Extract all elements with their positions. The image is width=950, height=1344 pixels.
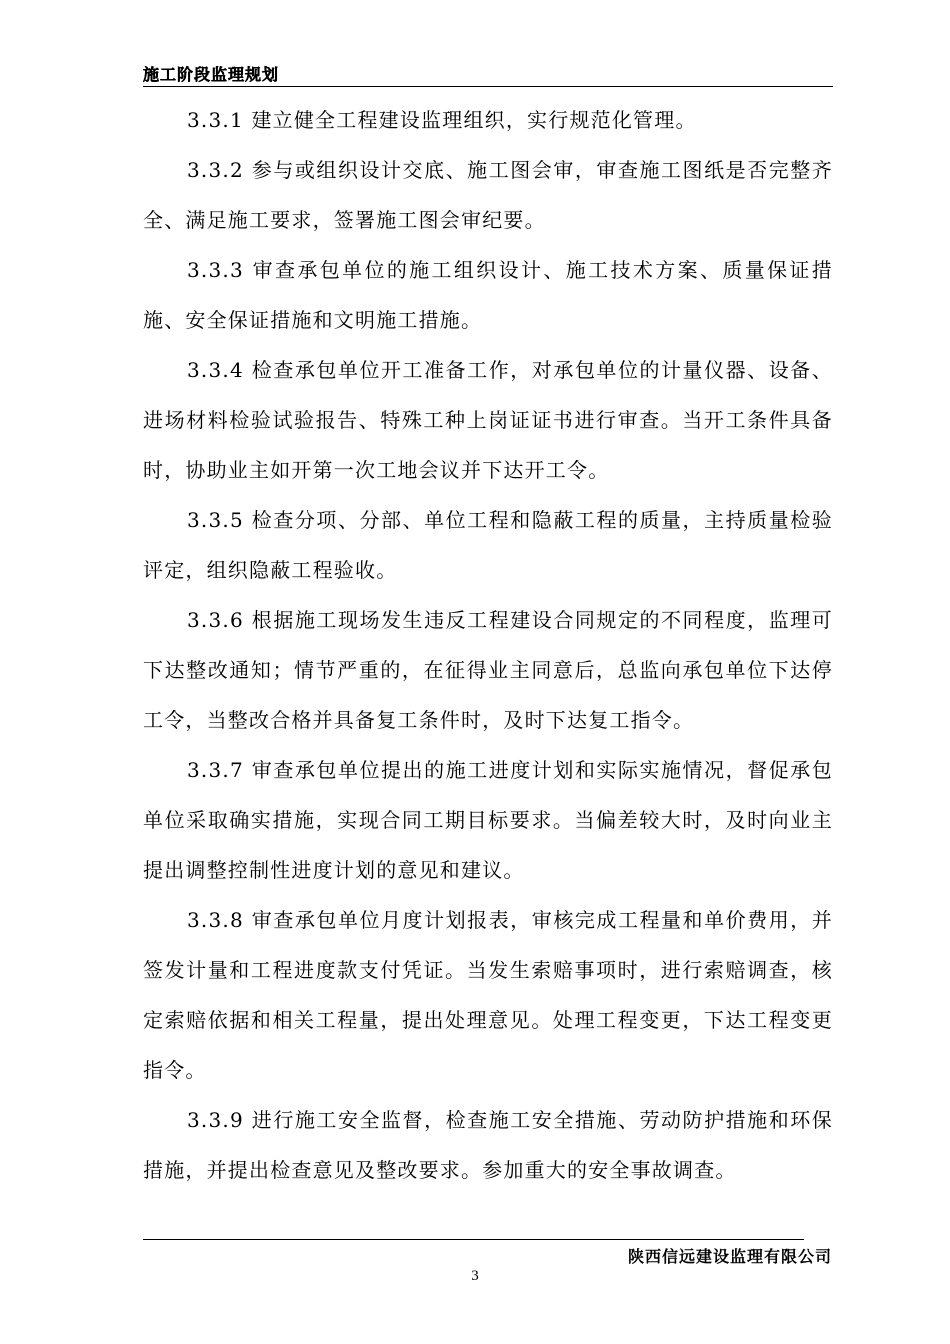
document-body bbox=[143, 95, 833, 1195]
paragraph-3-3-3: 3.3.3 审查承包单位的施工组织设计、施工技术方案、质量保证措施、安全保证措施和文明施工措施。 bbox=[143, 258, 833, 332]
paragraph-3-3-6: 3.3.6 根据施工现场发生违反工程建设合同规定的不同程度，监理可下达整改通知；情节严重的，在征得业主同意后，总监向承包单位下达停工令，当整改合格并具备复工条件时，及时下达复工指令。 bbox=[143, 608, 833, 732]
footer-divider bbox=[143, 1239, 804, 1240]
paragraph-3-3-2: 3.3.2 参与或组织设计交底、施工图会审，审查施工图纸是否完整齐全、满足施工要求，签署施工图会审纪要。 bbox=[143, 158, 833, 232]
paragraph-3-3-7: 3.3.7 审查承包单位提出的施工进度计划和实际实施情况，督促承包单位采取确实措施，实现合同工期目标要求。当偏差较大时，及时向业主提出调整控制性进度计划的意见和建议。 bbox=[143, 758, 833, 882]
page-number: 3 bbox=[471, 1268, 479, 1284]
footer-company-name: 陕西信远建设监理有限公司 bbox=[627, 1247, 832, 1266]
page-header-title: 施工阶段监理规划 bbox=[143, 65, 280, 84]
paragraph-3-3-1: 3.3.1 建立健全工程建设监理组织，实行规范化管理。 bbox=[187, 108, 697, 132]
paragraph-3-3-9: 3.3.9 进行施工安全监督，检查施工安全措施、劳动防护措施和环保措施，并提出检查意见及整改要求。参加重大的安全事故调查。 bbox=[143, 1108, 833, 1182]
paragraph-3-3-4: 3.3.4 检查承包单位开工准备工作，对承包单位的计量仪器、设备、进场材料检验试验报告、特殊工种上岗证证书进行审查。当开工条件具备时，协助业主如开第一次工地会议并下达开工令。 bbox=[143, 358, 833, 482]
paragraph-3-3-8: 3.3.8 审查承包单位月度计划报表，审核完成工程量和单价费用，并签发计量和工程进度款支付凭证。当发生索赔事项时，进行索赔调查，核定索赔依据和相关工程量，提出处理意见。处理工程变更，下达工程变更指令。 bbox=[143, 908, 833, 1082]
paragraph-3-3-5: 3.3.5 检查分项、分部、单位工程和隐蔽工程的质量，主持质量检验评定，组织隐蔽工程验收。 bbox=[143, 508, 833, 582]
header-divider bbox=[143, 86, 833, 87]
